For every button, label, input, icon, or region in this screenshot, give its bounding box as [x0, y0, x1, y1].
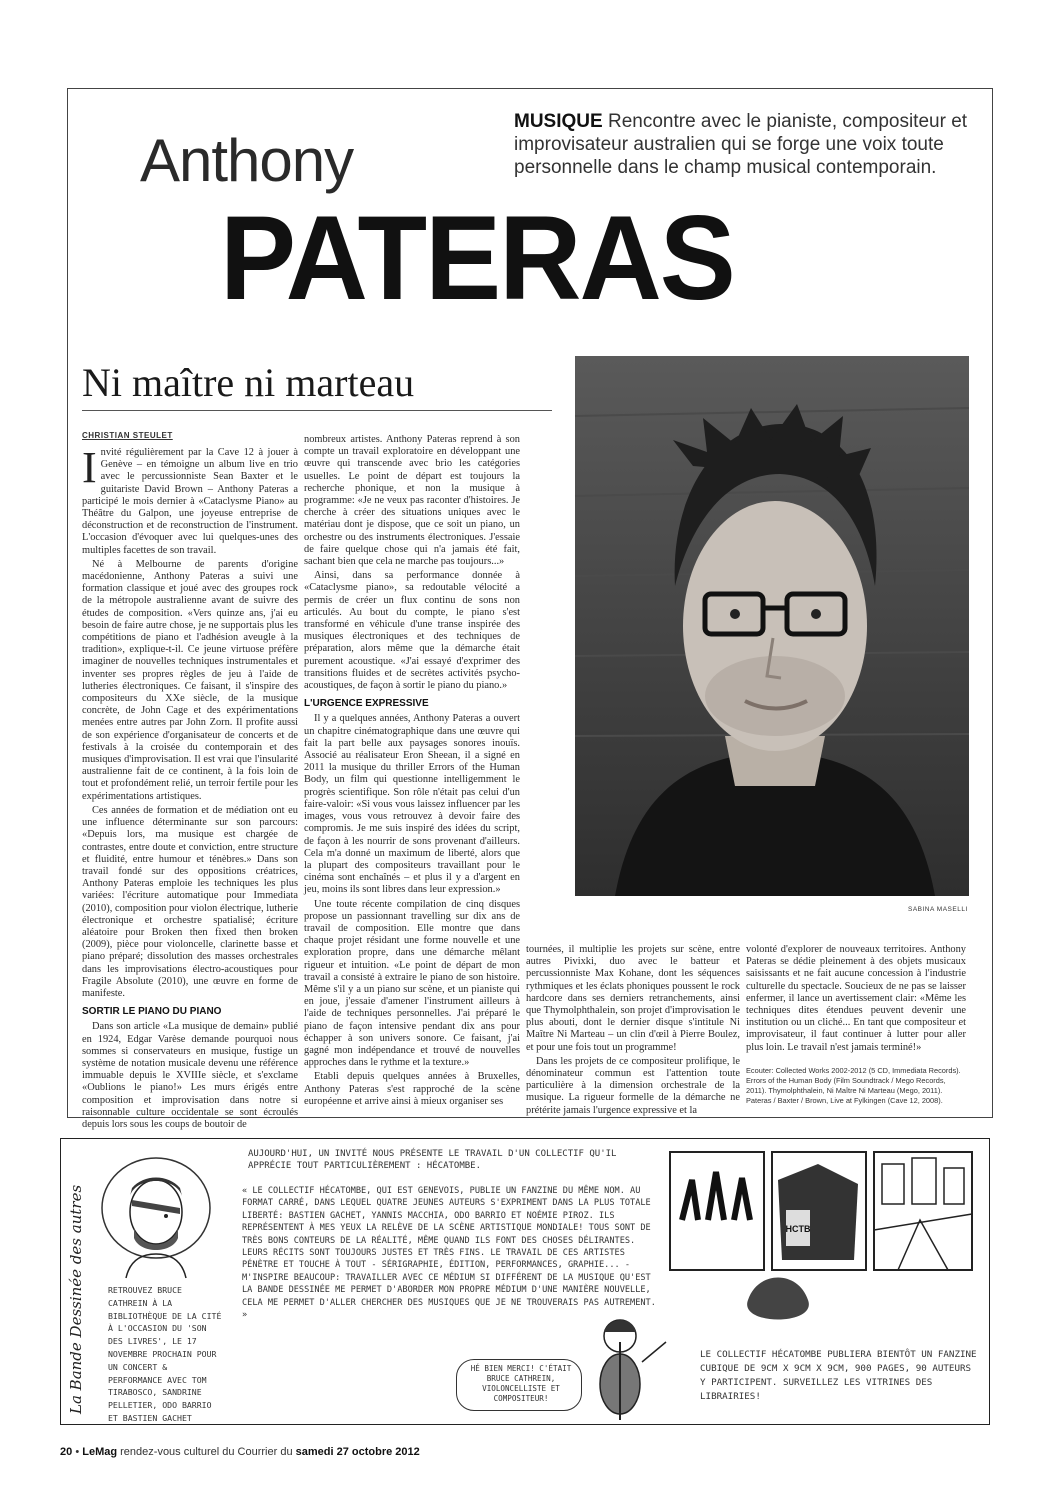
footer-text: rendez-vous culturel du Courrier du [120, 1446, 293, 1458]
paragraph: Né à Melbourne de parents d'origine macédonienne, Anthony Pateras a suivi une formation classique et joué avec des groupes rock de la métropole australienne avant de suivre des études de composition. «Vers quinze ans, j'ai eu besoin de faire autre chose, je ne supportais plus les compétitions de piano et l'adhésion aveugle à la tradition», explique-t-il. Ce jeune virtuose préfère imaginer de nouvelles techniques instrumentales et inventer ses propres règles de jeu à l'aide de lutheries électroniques. Ce faisant, il s'inspire des compositeurs du XXe siècle, de la musique concrète, de John Cage et des expérimentations menées entre autres par John Zorn. Il profite aussi de son expérience d'organisateur de concerts et de festivals à la croisée du contemporain et des musiques d'improvisation. Il est vrai que l'insularité australienne fait de ce continent, à la fois loin de tout et profondément relié, un terroir fertile pour les expérimentations artistiques. [82, 558, 298, 802]
comic-portrait-drawing [96, 1150, 216, 1278]
article-column-2 [304, 434, 520, 1109]
article-column-3 [526, 944, 740, 1114]
comic-announcement: LE COLLECTIF HÉCATOMBE PUBLIERA BIENTÔT UN FANZINE CUBIQUE DE 9CM X 9CM X 9CM, 900 PAGES, 90 AUTEURS Y PARTICIPENT. SURVEILLEZ LES VITRINES DES LIBRAIRIES! [700, 1349, 977, 1402]
article-deck [514, 110, 969, 179]
deck-kicker: MUSIQUE [514, 111, 603, 132]
discography-credits: Ecouter: Collected Works 2002-2012 (5 CD, Immediata Records). Errors of the Human Body (Film Soundtrack / Mego Records, 2011). Thymolphthalein, Ni Maître Ni Marteau (Mego, 2011). Pateras / Baxter / Brown, Live at Fylkingen (Cave 12, 2008). [746, 1066, 961, 1105]
paragraph: Ainsi, dans sa performance donnée à «Cataclysme piano», sa redoutable vélocité a permis de créer un flux continu de sons non articulés. Au bout du compte, le piano s'est transformé en véhicule d'une transe inspirée des musiques électroniques et des techniques de préparation, alors même que la démarche était purement acoustique. «J'ai essayé d'exprimer des transitions fluides et de secrètes activités psycho-acoustiques, de façon à sortir le piano du piano.» [304, 570, 520, 692]
footer-date: samedi 27 octobre 2012 [295, 1446, 420, 1458]
headline-rule [82, 410, 552, 411]
subheading: L'URGENCE EXPRESSIVE [304, 698, 429, 710]
cellist-drawing [580, 1312, 670, 1424]
deck-text: Rencontre avec le pianiste, compositeur et improvisateur australien qui se forge une voix toute personnelle dans le champ musical contemporain. [514, 111, 968, 178]
comic-event-note: RETROUVEZ BRUCE CATHREIN À LA BIBLIOTHÈQUE DE LA CITÉ À L'OCCASION DU 'SON DES LIVRES', LE 17 NOVEMBRE PROCHAIN POUR UN CONCERT & PERFORMANCE AVEC TOM TIRABOSCO, SANDRINE PELLETIER, ODO BARRIO ET BASTIEN GACHET [108, 1285, 222, 1423]
comic-panels-drawing [668, 1150, 974, 1330]
portrait-illustration [575, 356, 969, 896]
drop-cap: I [82, 443, 97, 492]
paragraph: Il y a quelques années, Anthony Pateras a ouvert un chapitre cinématographique dans une œuvre qui fait la part belle aux paysages sonores inouïs. Associé au réalisateur Eron Sheean, il a signé en 2011 la musique du thriller Errors of the Human Body, un film qui questionne intelligemment le progrès scientifique. Son rôle n'était pas celui d'un faire-valoir: «Si vous vous laissez influencer par les images, vous vous retrouvez à devoir faire des compromis. Je me suis inspiré des idées du script, de façon à les nourrir de sons provenant d'ailleurs. Cela m'a donné un maximum de liberté, alors que la plupart des compositeurs travaillant pour le cinéma sont enchaînés – et plus il y a d'argent en jeu, moins ils sont libres dans leur expression.» [304, 713, 520, 896]
comic-side-title-text: La Bande Dessinée des autres [67, 1184, 85, 1414]
paragraph: Etabli depuis quelques années à Bruxelles, Anthony Pateras s'est rapproché de la scène européenne et arrive ainsi à mieux organiser ses [304, 1071, 520, 1107]
comic-side-title [64, 1144, 88, 1420]
photo-credit: SABINA MASELLI [908, 906, 968, 913]
paragraph: Ces années de formation et de médiation ont eu une influence déterminante sur son parcours: «Depuis lors, ma musique est chargée de contrastes, entre doute et conviction, entre structure et fluidité, entre humour et ténèbres.» Dans son travail fondé sur des oppositions créatrices, Anthony Pateras emploie les techniques les plus variées: l'écriture automatique pour Immediata (2010), composition pour violon électrique, lutherie électronique et orchestre spatialisé; écriture aléatoire pour Broken then fixed then broken (2009), pièce pour violoncelle, clarinette basse et piano préparé; dissolution des masses orchestrales dans les improvisations électro-acoustiques pour Fragile Absolute (2010), une œuvre en forme de manifeste. [82, 804, 298, 999]
paragraph: Une toute récente compilation de cinq disques propose un passionnant travelling sur dix ans de travail de composition. Elle montre que dans chaque projet résidant une forme nouvelle et une exploration propre, dans une démarche mêlant rigueur et intuition. «Le point de départ de mon travail a consisté à extraire le piano de son histoire. Même s'il y a un piano sur scène, et un pianiste qui en joue, j'essaie d'amener l'instrument ailleurs à l'aide de techniques personnelles. J'ai préparé le piano de façon intensive pendant dix ans pour échapper à son univers sonore. Ce faisant, j'ai gagné mon indépendance et trouvé de nouvelles approches dans le rythme et la texture.» [304, 898, 520, 1069]
paragraph: tournées, il multiplie les projets sur scène, entre autres Pivixki, duo avec le batteur et percussionniste Max Kohane, dont les séquences rythmiques et les éclats phoniques poussent le rock hardcore dans ses derniers retranchements, ainsi que Thymolphthalein, son projet d'improvisation le plus abouti, dont le dernier disque s'intitule Ni Maître Ni Marteau – un clin d'œil à Pierre Boulez, et pour une fois tout un programme! [526, 944, 740, 1053]
paragraph: Dans son article «La musique de demain» publié en 1924, Edgar Varèse demande pourquoi nous sommes si conservateurs en musique, fustige un système de notation musicale devenu une référence immuable depuis le XVIIIe siècle, et s'exclame «Oublions le piano!» Les murs érigés entre composition et improvisation dans notre si raisonnable culture occidentale se sont écroulés depuis lors sous les coups de boutoir de [82, 1021, 298, 1130]
title-last-name: PATERAS [220, 191, 734, 326]
title-first-name: Anthony [140, 127, 354, 194]
footer-brand: LeMag [82, 1446, 118, 1458]
paragraph: Dans les projets de ce compositeur prolifique, le dénominateur commun est l'attention toute particulière à la dimension orchestrale de la musique. La rigueur formelle de la démarche ne prétérite jamais l'urgence expressive et la [526, 1055, 740, 1116]
fanzine-label-text: HCTB [785, 1224, 811, 1234]
speech-bubble-text: HÉ BIEN MERCI! C'ÉTAIT BRUCE CATHREIN, VIOLONCELLISTE ET COMPOSITEUR! [470, 1364, 572, 1403]
article-lead: Invité régulièrement par la Cave 12 à jouer à Genève – en témoigne un album live en trio avec le percussionniste Sean Baxter et le guitariste David Brown – Anthony Pateras a participé le mois dernier à «Cataclysme Piano» au Théâtre du Galpon, une joyeuse entreprise de déconstruction et de reconstruction de l'instrument. L'occasion d'évoquer avec lui quelques-unes des multiples facettes de son travail. [82, 443, 298, 556]
subheading: SORTIR LE PIANO DU PIANO [82, 1006, 222, 1018]
page-number: 20 [60, 1446, 73, 1458]
paragraph: volonté d'explorer de nouveaux territoires. Anthony Pateras se dédie pleinement à des objets musicaux saisissants et ne fait aucune concession à l'industrie culturelle du spectacle. Soucieux de ne pas se laisser enfermer, il lance un avertissement clair: «Même les techniques dites étendues peuvent devenir une institution ou un cliché... En tant que compositeur et improvisateur, il faut continuer à lutter pour aller plus loin. Le travail n'est jamais terminé!» [746, 944, 966, 1053]
article-column-4 [746, 944, 966, 1062]
paragraph: nombreux artistes. Anthony Pateras reprend à son compte un travail exploratoire en développant une œuvre qui transcende avec brio les catégories usuelles. Le point de départ est toujours la recherche phonique, et non la musique à programme: «Je ne veux pas raconter d'histoires. Je cherche à créer des situations uniques avec le matériau dont je dispose, que ce soit un piano, un orchestre ou des instruments électroniques. J'essaie de faire quelque chose qui n'a jamais été fait, sachant bien que cela ne marche pas toujours...» [304, 434, 520, 568]
comic-intro-text: AUJOURD'HUI, UN INVITÉ NOUS PRÉSENTE LE TRAVAIL D'UN COLLECTIF QU'IL APPRÉCIE TOUT PARTICULIÈREMENT : HÉCATOMBE. [248, 1149, 617, 1171]
comic-quote-text: « LE COLLECTIF HÉCATOMBE, QUI EST GENEVOIS, PUBLIE UN FANZINE DU MÊME NOM. AU FORMAT CARRÉ, DANS LEQUEL QUATRE JEUNES AUTEURS S'EXPRIMENT DANS LA PLUS TOTALE LIBERTÉ: BASTIEN GACHET, YANNIS MACCHIA, ODO BARRIO ET NOÉMIE PIROZ. ILS REPRÉSENTENT À MES YEUX LA RELÈVE DE LA SCÈNE ARTISTIQUE MONDIALE! TOUS SONT DE TRÈS BONS CONTEURS DE LA RÉALITÉ, MÊME QUAND ILS FONT DES CHOSES DÉLIRANTES. LEURS RÉCITS SONT TOUJOURS JUSTES ET TRÈS FINS. LE TRAVAIL DE CES ARTISTES PÉNÈTRE ET TOUCHE À TOUT - SÉRIGRAPHIE, ÉDITION, PERFORMANCES, GRAPHIE... - M'INSPIRE BEAUCOUP: TRAVAILLER AVEC CE MÉDIUM SI DIFFÉRENT DE LA MUSIQUE QU'EST LA BANDE DESSINÉE ME PERMET D'ABORDER MON PROPRE MÉDIUM D'UNE MANIÈRE NOUVELLE, CELA ME PERMET D'ALLER CHERCHER DES MUSIQUES QUE JE NE TROUVERAIS PAS AUTREMENT. » [242, 1186, 656, 1321]
portrait-photo [575, 356, 969, 896]
article-headline: Ni maître ni marteau [82, 360, 415, 405]
footer-separator: • [75, 1446, 83, 1458]
author-byline: CHRISTIAN STEULET [82, 431, 173, 440]
page-footer [60, 1446, 420, 1458]
article-column-1 [82, 443, 298, 1130]
